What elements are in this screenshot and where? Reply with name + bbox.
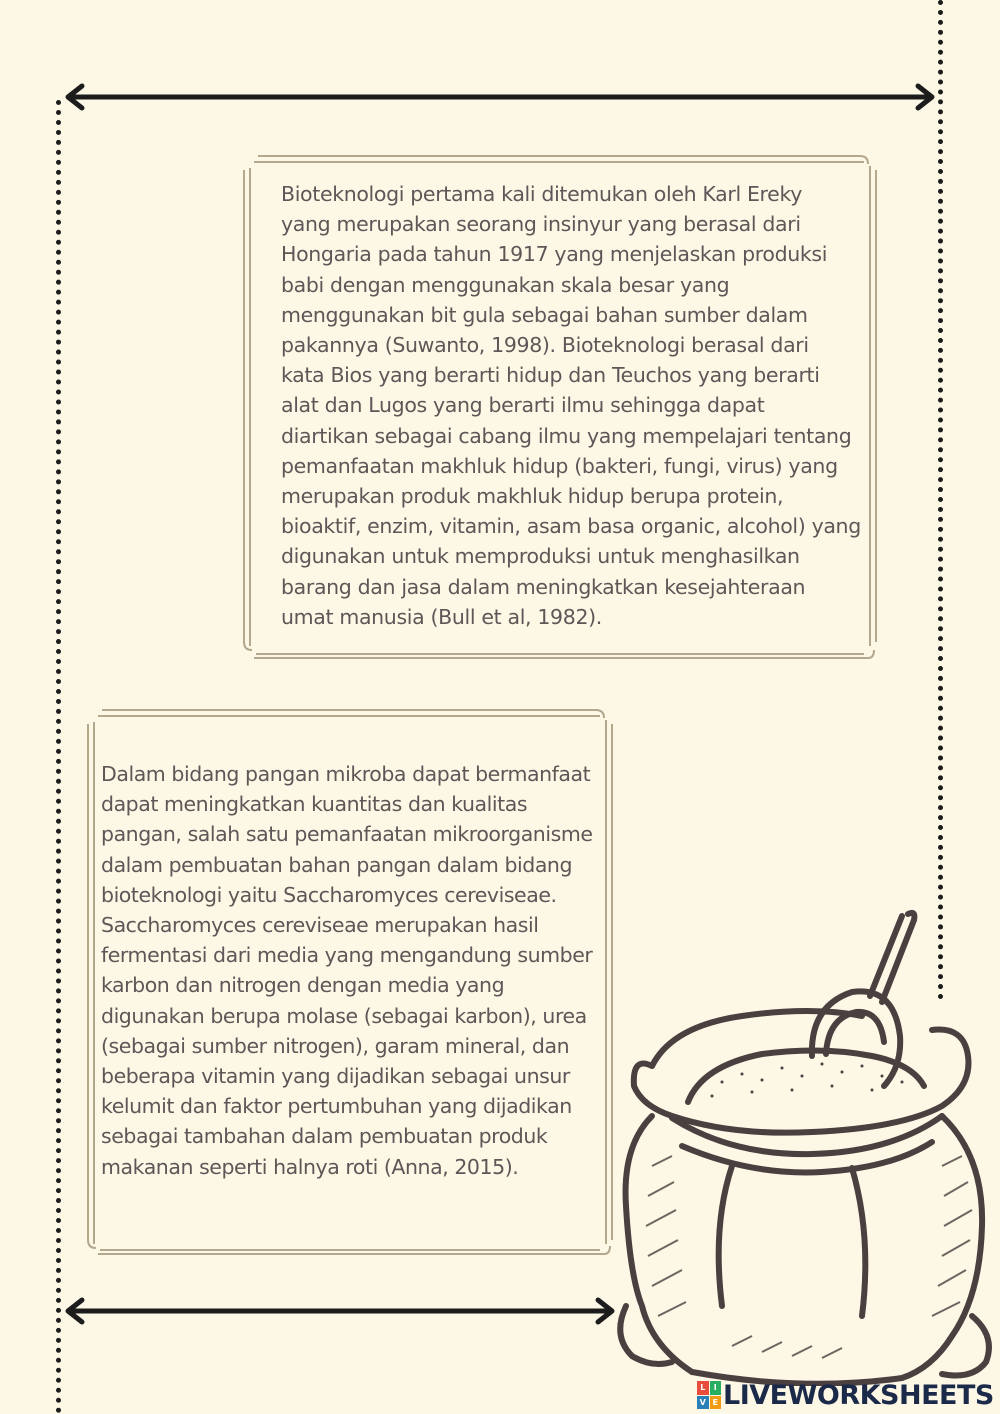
- right-dotted-line: [938, 0, 943, 1000]
- brand-name: LIVEWORKSHEETS: [723, 1379, 994, 1411]
- paragraph-saccharomyces: Dalam bidang pangan mikroba dapat bermanfaat dapat meningkatkan kuantitas dan kualitas pangan, salah satu pemanfaatan mikroorganisme dalam pembuatan bahan pangan dalam bidang bioteknologi yaitu Saccharomyces cereviseae. Saccharomyces cereviseae merupakan hasil fermentasi dari media yang mengandung sumber karbon dan nitrogen dengan media yang digunakan berupa molase (sebagai karbon), urea (sebagai sumber nitrogen), garam mineral, dan beberapa vitamin yang dijadikan sebagai unsur kelumit dan faktor pertumbuhan yang dijadikan sebagai tambahan dalam pembuatan produk makanan seperti halnya roti (Anna, 2015).: [101, 762, 593, 1179]
- logo-letter: I: [710, 1381, 722, 1395]
- text-frame-bottom: [84, 706, 616, 1258]
- paragraph-karl-ereky: Bioteknologi pertama kali ditemukan oleh Karl Ereky yang merupakan seorang insinyur yang berasal dari Hongaria pada tahun 1917 yang menjelaskan produksi babi dengan menggunakan skala besar yang menggunakan bit gula sebagai bahan sumber dalam pakannya (Suwanto, 1998). Bioteknologi berasal dari kata Bios yang berarti hidup dan Teuchos yang berarti alat dan Lugos yang berarti ilmu sehingga dapat diartikan sebagai cabang ilmu yang mempelajari tentang pemanfaatan makhluk hidup (bakteri, fungi, virus) yang merupakan produk makhluk hidup berupa protein, bioaktif, enzim, vitamin, asam basa organic, alcohol) yang digunakan untuk memproduksi untuk menghasilkan barang dan jasa dalam meningkatkan kesejahteraan umat manusia (Bull et al, 1982).: [281, 182, 861, 629]
- top-double-arrow-icon: [60, 82, 940, 112]
- liveworksheets-logo-icon: [697, 1381, 721, 1409]
- logo-letter: E: [710, 1396, 722, 1410]
- logo-letter: V: [697, 1396, 709, 1410]
- flour-sack-with-scoop-icon: [612, 906, 998, 1386]
- logo-letter: L: [697, 1381, 709, 1395]
- text-frame-top: [240, 152, 880, 662]
- liveworksheets-logo: [697, 1378, 994, 1412]
- left-dotted-line: [56, 100, 61, 1414]
- bottom-double-arrow-icon: [60, 1296, 620, 1326]
